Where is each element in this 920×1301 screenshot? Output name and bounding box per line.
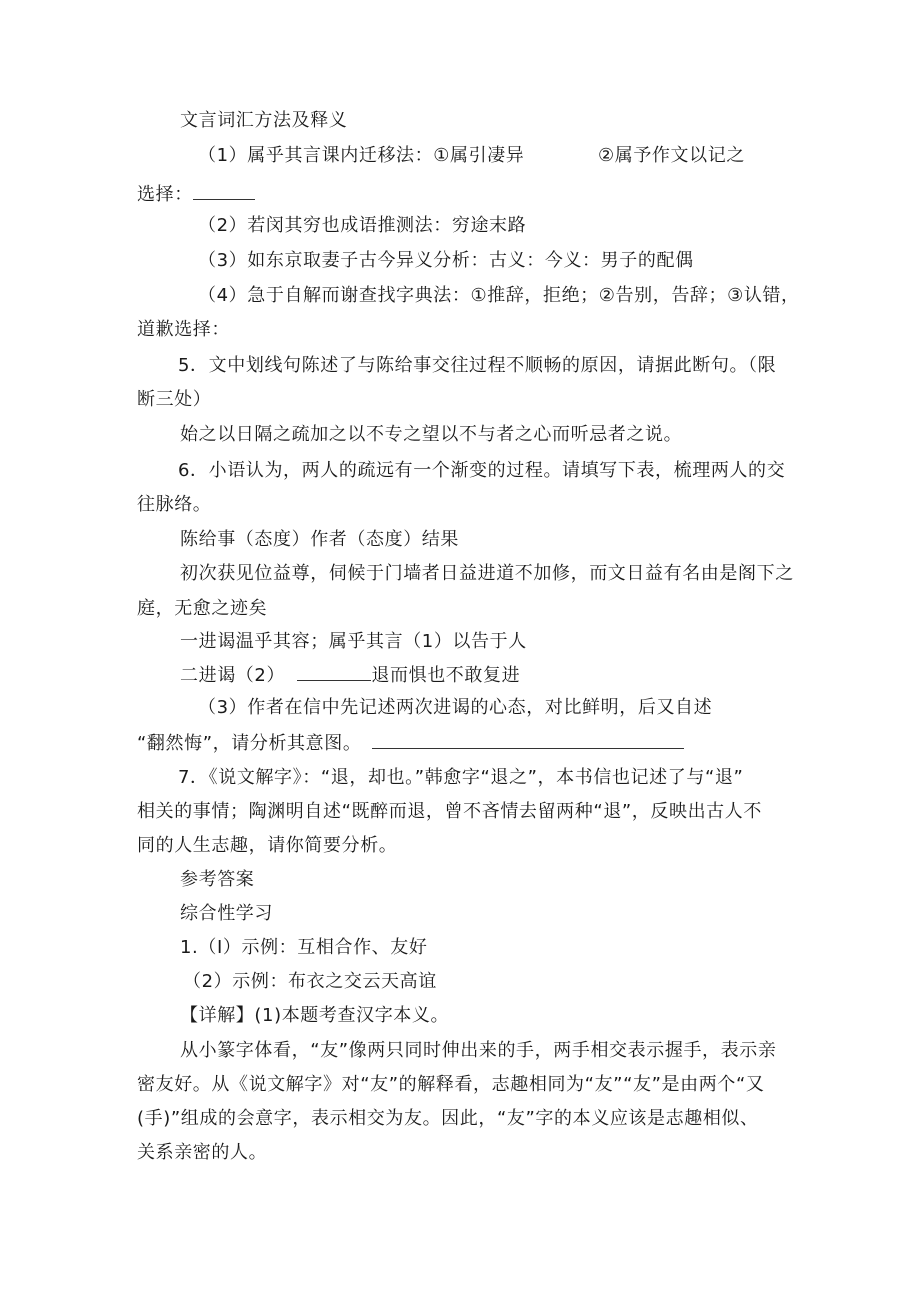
vocab-item-1-b: ②属予作文以记之 — [598, 145, 745, 166]
answer-blank[interactable] — [193, 183, 255, 200]
choose-label: 选择： — [137, 184, 193, 205]
answer-blank[interactable] — [372, 732, 684, 749]
question-7-cont-1: 相关的事情；陶渊明自述“既醉而退，曾不吝情去留两种“退”，反映出古人不 — [137, 801, 762, 822]
question-6-cont: 往脉络。 — [137, 494, 212, 515]
table-row-2: 一进谒温乎其容；属乎其言（1）以告于人 — [180, 631, 527, 652]
answers-heading: 参考答案 — [180, 869, 255, 890]
answer-para-1: 从小篆字体看，“友”像两只同时伸出来的手，两手相交表示握手，表示亲 — [180, 1040, 777, 1061]
table-header: 陈给事（态度）作者（态度）结果 — [180, 529, 459, 550]
answer-detail: 【详解】(1)本题考查汉字本义。 — [180, 1005, 450, 1026]
table-row-3 — [180, 664, 520, 687]
vocab-heading: 文言词汇方法及释义 — [180, 110, 348, 131]
vocab-item-1-choose — [137, 183, 255, 206]
row-3-suffix: 退而惧也不敢复进 — [371, 665, 521, 686]
vocab-item-4-cont: 道歉选择： — [137, 319, 230, 340]
answer-2: （2）示例：布衣之交云天高谊 — [183, 971, 437, 992]
answers-section: 综合性学习 — [180, 903, 273, 924]
table-row-1: 初次获见位益尊，伺候于门墙者日益进道不加修，而文日益有名由是阁下之 — [180, 563, 794, 584]
question-5: 5．文中划线句陈述了与陈给事交往过程不顺畅的原因，请据此断句。（限 — [178, 355, 777, 376]
answer-para-2: 密友好。从《说文解字》对“友”的解释看，志趣相同为“友”“友”是由两个“又 — [137, 1074, 765, 1095]
question-7-cont-2: 同的人生志趣，请你简要分析。 — [137, 835, 398, 856]
table-row-1-cont: 庭，无愈之迹矣 — [137, 598, 268, 619]
vocab-item-4: （4）急于自解而谢查找字典法：①推辞，拒绝；②告别，告辞；③认错， — [198, 285, 800, 306]
question-6-sub-3-cont — [137, 732, 684, 755]
answer-1: 1.（I）示例：互相合作、友好 — [180, 937, 428, 958]
answer-para-3: (手)”组成的会意字，表示相交为友。因此，“友”字的本义应该是志趣相似、 — [137, 1108, 759, 1129]
question-7: 7．《说文解字》：“退，却也。”韩愈字“退之”，本书信也记述了与“退” — [178, 767, 744, 788]
vocab-item-1: （1）属乎其言课内迁移法：①属引凄异 — [198, 145, 525, 166]
question-6-sub-3: （3）作者在信中先记述两次进谒的心态，对比鲜明，后又自述 — [198, 697, 713, 718]
question-6: 6．小语认为，两人的疏远有一个渐变的过程。请填写下表，梳理两人的交 — [178, 460, 786, 481]
question-5-sentence: 始之以日隔之疏加之以不专之望以不与者之心而听忌者之说。 — [180, 424, 683, 445]
answer-blank[interactable] — [297, 664, 371, 681]
sub-3-text: “翻然悔”，请分析其意图。 — [137, 733, 362, 754]
row-3-prefix: 二进谒（2） — [180, 665, 286, 686]
vocab-item-3: （3）如东京取妻子古今异义分析：古义：今义：男子的配偶 — [198, 250, 694, 271]
answer-para-4: 关系亲密的人。 — [137, 1142, 268, 1163]
question-5-cont: 断三处） — [137, 389, 212, 410]
vocab-item-2: （2）若闵其穷也成语推测法：穷途末路 — [198, 215, 527, 236]
